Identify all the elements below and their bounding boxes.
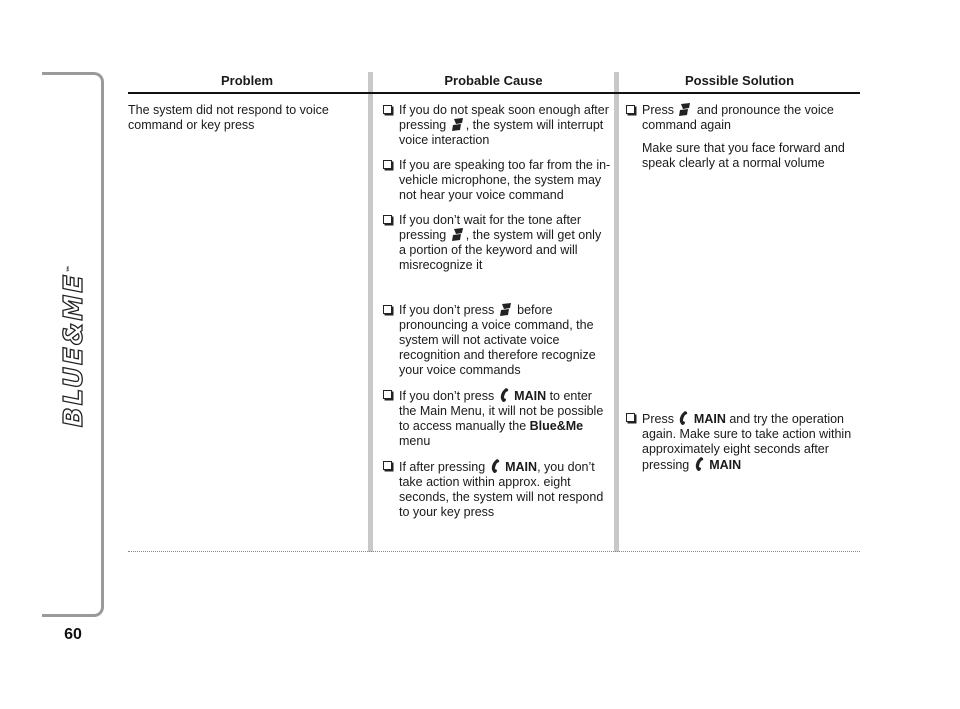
brand-logo: BLUE&ME™ bbox=[59, 262, 89, 428]
checkbox-bullet-icon bbox=[626, 105, 635, 114]
cause-item: If you are speaking too far from the in-vehicle microphone, the system may not hear your voice command bbox=[383, 158, 611, 203]
cause-item: If you do not speak soon enough after pressing , the system will interrupt voice interaction bbox=[383, 103, 611, 148]
voice-button-icon bbox=[452, 118, 464, 131]
phone-handset-icon bbox=[491, 459, 500, 473]
column-divider bbox=[614, 72, 619, 552]
cause-item: If after pressing MAIN, you don’t take action within approx. eight seconds, the system will not respond to your key press bbox=[383, 459, 611, 520]
checkbox-bullet-icon bbox=[626, 413, 635, 422]
checkbox-bullet-icon bbox=[383, 105, 392, 114]
phone-handset-icon bbox=[695, 457, 704, 471]
phone-handset-icon bbox=[679, 411, 688, 425]
header-rule bbox=[128, 92, 860, 94]
checkbox-bullet-icon bbox=[383, 461, 392, 470]
problem-text: The system did not respond to voice command or key press bbox=[128, 103, 329, 132]
voice-button-icon bbox=[679, 103, 691, 116]
checkbox-bullet-icon bbox=[383, 215, 392, 224]
header-problem: Problem bbox=[220, 73, 273, 88]
voice-button-icon bbox=[500, 303, 512, 316]
checkbox-bullet-icon bbox=[383, 160, 392, 169]
solution-note: Make sure that you face forward and speak clearly at a normal volume bbox=[642, 141, 845, 170]
column-divider bbox=[368, 72, 373, 552]
page-number: 60 bbox=[64, 626, 82, 643]
table-bottom-rule bbox=[128, 551, 860, 552]
header-possible-solution: Possible Solution bbox=[684, 73, 795, 88]
voice-button-icon bbox=[452, 228, 464, 241]
problem-column bbox=[128, 103, 360, 133]
checkbox-bullet-icon bbox=[383, 390, 392, 399]
phone-handset-icon bbox=[500, 388, 509, 402]
cause-item: If you don’t press MAIN to enter the Main Menu, it will not be possible to access manually the Blue&Me menu bbox=[383, 388, 611, 449]
cause-column bbox=[383, 103, 611, 530]
solution-item: Press MAIN and try the operation again. Make sure to take action within approximately eight seconds after pressing MAIN bbox=[626, 411, 874, 473]
header-probable-cause: Probable Cause bbox=[444, 73, 543, 88]
cause-item: If you don’t press before pronouncing a voice command, the system will not activate voice recognition and therefore recognize your voice commands bbox=[383, 303, 611, 378]
cause-item: If you don’t wait for the tone after pressing , the system will get only a portion of the keyword and will misrecognize it bbox=[383, 213, 611, 273]
solution-item: Press and pronounce the voice command again bbox=[626, 103, 858, 133]
checkbox-bullet-icon bbox=[383, 305, 392, 314]
solution-column bbox=[626, 103, 858, 472]
